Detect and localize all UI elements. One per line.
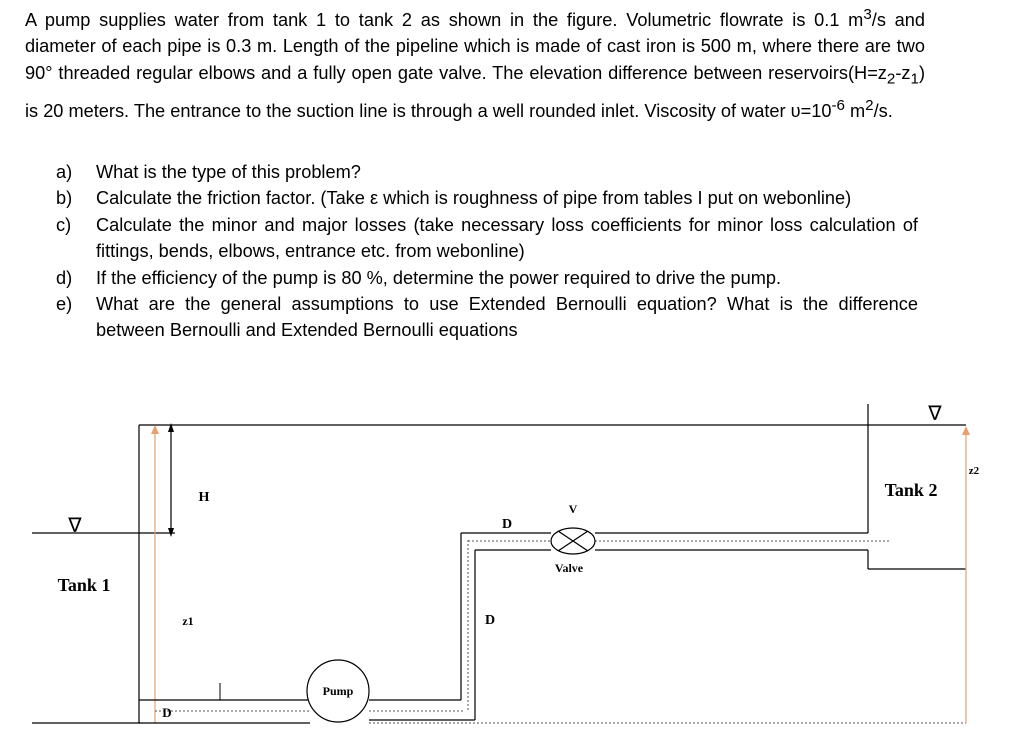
tank1-label: Tank 1 [57, 575, 111, 595]
intro-sup-2: 2 [865, 96, 874, 114]
tank1-level-symbol: ∇ [68, 513, 82, 537]
intro-text-2: /s and diameter of each pipe is 0.3 m. Length of the pipeline which is made of cast iron is 500 m, where there are two 90° threaded regular elbows and a fully open gate valve. The elevation difference between reservoirs(H=z [25, 10, 925, 83]
intro-text-4: ) is 20 meters. The entrance to the suction line is through a well rounded inlet. Viscosity of water υ=10 [25, 62, 925, 121]
intro-sub-1: 1 [910, 70, 919, 88]
valve-label: Valve [554, 561, 584, 575]
z1-label: z1 [182, 614, 194, 628]
d-label-bottom: D [162, 705, 172, 720]
intro-text-6: /s. [873, 100, 893, 121]
intro-text-1: A pump supplies water from tank 1 to tank 2 as shown in the figure. Volumetric flowrate is 0.1 m [25, 10, 864, 31]
pump-label: Pump [322, 684, 354, 698]
tank2-label: Tank 2 [884, 480, 938, 500]
z2-label: z2 [968, 465, 980, 477]
z2-arrow-head [962, 426, 970, 435]
h-arrow-top [168, 423, 174, 432]
question-label: e) [56, 294, 73, 315]
question-label: c) [56, 214, 72, 235]
question-text: Calculate the friction factor. (Take ε which is roughness of pipe from tables I put on webonline) [96, 188, 852, 209]
intro-text-5: m [844, 100, 866, 121]
z1-arrow-head [151, 425, 159, 434]
question-text: What are the general assumptions to use Extended Bernoulli equation? What is the difference between Bernoulli and Extended Bernoulli equations [96, 294, 918, 341]
tank2-level-symbol: ∇ [928, 401, 942, 425]
question-text: What is the type of this problem? [96, 162, 361, 182]
question-text: If the efficiency of the pump is 80 %, determine the power required to drive the pump. [96, 267, 782, 288]
intro-text-3: -z [895, 62, 911, 83]
question-label: a) [56, 162, 73, 182]
question-text: Calculate the minor and major losses (take necessary loss coefficients for minor loss calculation of fittings, bends, elbows, entrance etc. from webonline) [96, 214, 918, 262]
intro-sub-2: 2 [886, 70, 896, 88]
h-label: H [198, 490, 210, 505]
d-label-top: D [501, 517, 513, 532]
question-label: b) [56, 188, 73, 209]
v-label: V [568, 502, 578, 516]
d-label-mid: D [484, 613, 496, 628]
intro-sup-3: 3 [863, 6, 872, 23]
intro-sup-neg6: -6 [831, 96, 845, 114]
question-label: d) [56, 267, 73, 288]
